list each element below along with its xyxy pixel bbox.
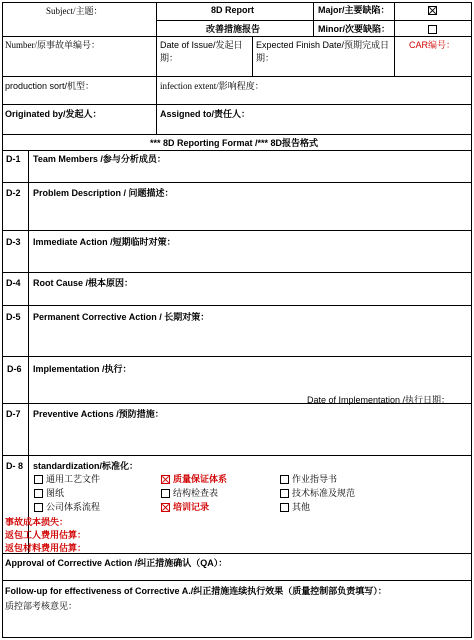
option-other-checkbox[interactable]: [280, 503, 289, 512]
infection-extent-label: infection extent/影响程度：: [160, 81, 264, 91]
option-structure-checklist-checkbox[interactable]: [161, 489, 170, 498]
option-work-instruction-label: 作业指导书: [292, 474, 338, 484]
row-line: [2, 134, 472, 135]
section-d5-title: Permanent Corrective Action / 长期对策：: [33, 312, 210, 322]
row-line: [2, 356, 472, 357]
section-d8-title: standardization/标准化：: [33, 461, 139, 471]
col-line: [28, 150, 29, 553]
row-line: [2, 230, 472, 231]
car-label: CAR编号：: [409, 40, 456, 50]
number-label: Number/原事故单编号：: [5, 40, 100, 50]
section-d8-id: D- 8: [6, 461, 24, 471]
section-d7-title: Preventive Actions /预防措施：: [33, 409, 164, 419]
option-training-record-checkbox[interactable]: [161, 503, 170, 512]
row-line: [2, 305, 472, 306]
option-training-record-label: 培训记录: [173, 502, 210, 512]
section-d4-title: Root Cause /根本原因：: [33, 278, 134, 288]
section-d2-title: Problem Description / 问题描述：: [33, 188, 174, 198]
expected-finish-label: Expected Finish Date/预期完成日期：: [256, 40, 390, 63]
date-of-issue-label: Date of Issue/发起日期：: [160, 40, 243, 63]
row-line: [2, 580, 472, 581]
major-checkbox[interactable]: [428, 6, 437, 15]
section-d7-id: D-7: [6, 409, 21, 419]
col-line: [156, 2, 157, 134]
option-tech-standard-label: 技术标准及规范: [292, 488, 356, 498]
minor-checkbox[interactable]: [428, 25, 437, 34]
production-sort-label: production sort/机型：: [5, 81, 95, 91]
format-title: *** 8D Reporting Format /*** 8D报告格式: [150, 138, 319, 148]
assigned-to-label: Assigned to/责任人：: [160, 109, 251, 119]
section-d6-id: D-6: [7, 364, 22, 374]
section-d5-id: D-5: [6, 312, 21, 322]
section-d3-id: D-3: [6, 237, 21, 247]
col-line: [252, 36, 253, 76]
report-title-cn: 改善措施报告: [206, 24, 261, 34]
major-label: Major/主要缺陷：: [318, 5, 390, 15]
option-other-label: 其他: [292, 502, 311, 512]
option-drawing-checkbox[interactable]: [34, 489, 43, 498]
col-line: [394, 2, 395, 36]
approval-label: Approval of Corrective Action /纠正措施确认（QA）：: [5, 558, 228, 568]
option-drawing-label: 图纸: [46, 488, 65, 498]
material-cost-label: 返包材料费用估算：: [5, 543, 87, 553]
row-line: [2, 36, 472, 37]
minor-label: Minor/次要缺陷：: [318, 24, 390, 34]
followup-label: Follow-up for effectiveness of Corrective A./纠正措施连续执行效果（质量控制部负责填写）：: [5, 586, 387, 596]
section-d3-title: Immediate Action /短期临时对策：: [33, 237, 176, 247]
section-d6-title: Implementation /执行：: [33, 364, 132, 374]
row-line: [2, 76, 472, 77]
section-d2-id: D-2: [6, 188, 21, 198]
originated-by-label: Originated by/发起人：: [5, 109, 102, 119]
col-line: [394, 36, 395, 76]
option-company-process-checkbox[interactable]: [34, 503, 43, 512]
row-line: [156, 20, 472, 21]
report-title: 8D Report: [211, 5, 255, 15]
row-line: [2, 182, 472, 183]
row-line: [2, 150, 472, 151]
accident-cost-label: 事故成本损失：: [5, 517, 69, 527]
row-line: [2, 272, 472, 273]
section-d1-title: Team Members /参与分析成员：: [33, 154, 166, 164]
section-d1-id: D-1: [6, 154, 21, 164]
option-work-instruction-checkbox[interactable]: [280, 475, 289, 484]
option-company-process-label: 公司体系流程: [46, 502, 101, 512]
labor-cost-label: 返包工人费用估算：: [5, 530, 87, 540]
option-quality-system-checkbox[interactable]: [161, 475, 170, 484]
option-general-process-checkbox[interactable]: [34, 475, 43, 484]
option-tech-standard-checkbox[interactable]: [280, 489, 289, 498]
option-quality-system-label: 质量保证体系: [173, 474, 228, 484]
section-d4-id: D-4: [6, 278, 21, 288]
row-line: [2, 104, 472, 105]
review-label: 质控部考核意见：: [5, 601, 78, 611]
subject-label: Subject/主题：: [46, 6, 103, 16]
implementation-date-label: Date of Implementation /执行日期：: [307, 395, 451, 405]
row-line: [2, 455, 472, 456]
col-line: [313, 2, 314, 36]
option-general-process-label: 通用工艺文件: [46, 474, 101, 484]
option-structure-checklist-label: 结构检查表: [173, 488, 219, 498]
